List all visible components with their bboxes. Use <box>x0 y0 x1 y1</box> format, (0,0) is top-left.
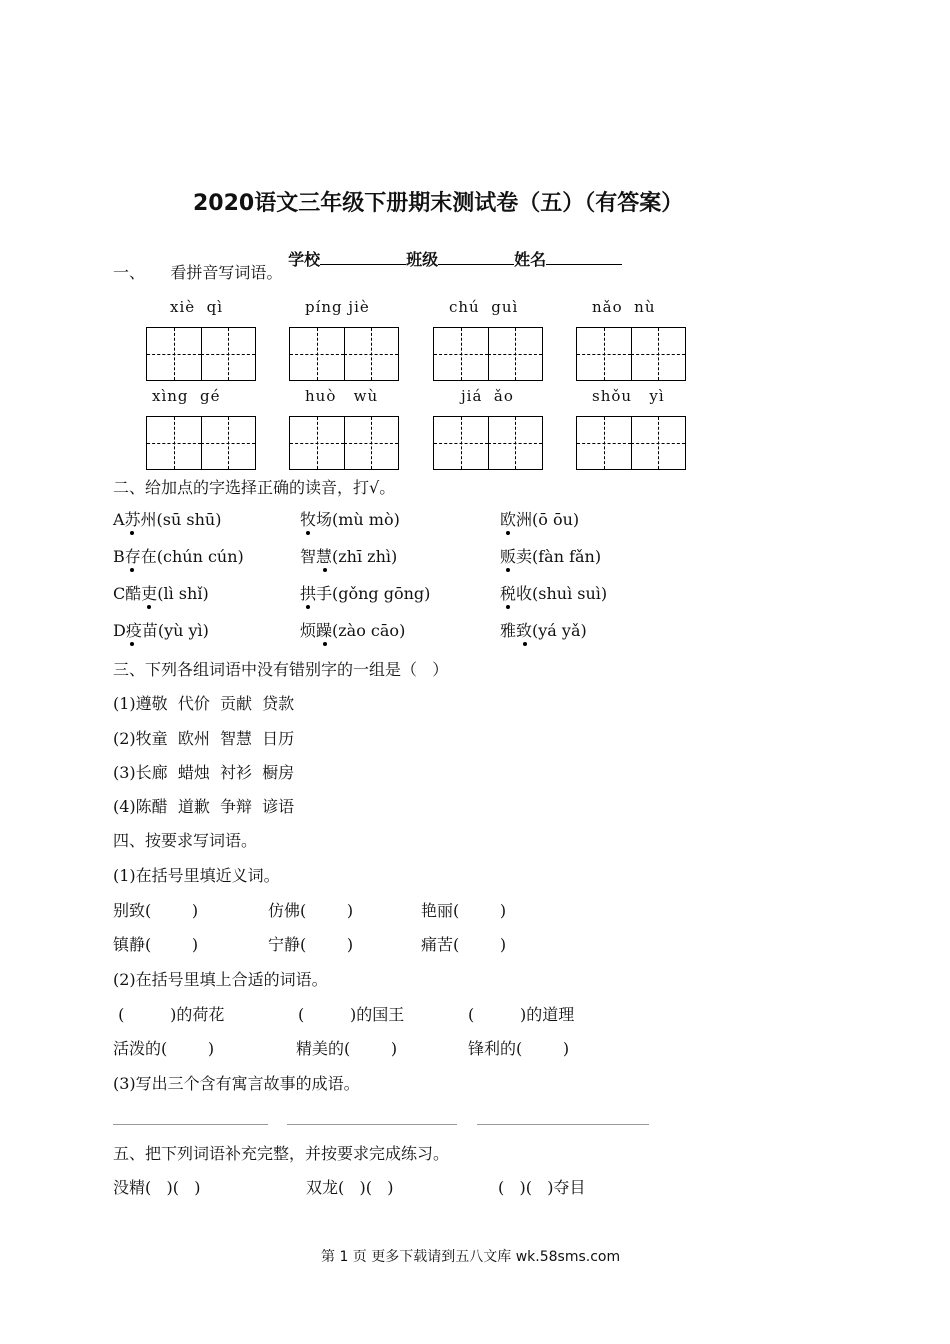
reading-option: 税收(shuì suì) <box>500 584 608 603</box>
name-blank[interactable] <box>546 248 622 265</box>
synonym-item[interactable]: 艳丽( ) <box>421 901 507 920</box>
emphasis-dot <box>306 531 310 535</box>
reading-option: 拱手(gǒng gōng) <box>300 584 431 603</box>
choice-item: (2)牧童 欧州 智慧 日历 <box>113 729 295 748</box>
emphasis-dot <box>130 642 134 646</box>
answer-line[interactable] <box>477 1124 649 1125</box>
idiom-item[interactable]: 双龙( )( ) <box>306 1178 394 1197</box>
synonym-item[interactable]: 宁静( ) <box>268 935 354 954</box>
synonym-item[interactable]: 镇静( ) <box>113 935 199 954</box>
writing-grid[interactable] <box>289 416 399 470</box>
synonym-item[interactable]: 仿佛( ) <box>268 901 354 920</box>
fill-item[interactable]: 锋利的( ) <box>468 1039 570 1058</box>
pinyin-1: xiè qì <box>170 298 224 316</box>
reading-option: 智慧(zhī zhì) <box>300 547 398 566</box>
reading-option: 贩卖(fàn fǎn) <box>500 547 602 566</box>
part-1-heading: (1)在括号里填近义词。 <box>113 866 280 885</box>
emphasis-dot <box>506 531 510 535</box>
emphasis-dot <box>130 531 134 535</box>
idiom-item[interactable]: 没精( )( ) <box>113 1178 201 1197</box>
section-5-heading: 五、把下列词语补充完整，并按要求完成练习。 <box>113 1144 450 1163</box>
page-footer: 第 1 页 更多下载请到五八文库 wk.58sms.com <box>321 1249 621 1265</box>
info-line <box>277 228 622 270</box>
emphasis-dot <box>506 605 510 609</box>
emphasis-dot <box>506 568 510 572</box>
answer-line[interactable] <box>287 1124 457 1125</box>
pinyin-5: xìng gé <box>152 387 221 405</box>
writing-grid[interactable] <box>146 327 256 381</box>
fill-item[interactable]: ( )的国王 <box>298 1005 405 1024</box>
fill-item[interactable]: 精美的( ) <box>296 1039 398 1058</box>
pinyin-6: huò wù <box>305 387 379 405</box>
fill-item[interactable]: ( )的道理 <box>468 1005 575 1024</box>
reading-option: 欧洲(ō ōu) <box>500 510 580 529</box>
reading-option: D疫苗(yù yì) <box>113 621 209 640</box>
class-label: 班级 <box>406 250 439 269</box>
choice-item: (3)长廊 蜡烛 衬衫 橱房 <box>113 763 295 782</box>
emphasis-dot <box>147 605 151 609</box>
pinyin-2: píng jiè <box>305 298 370 316</box>
choice-item: (4)陈醋 道歉 争辩 谚语 <box>113 797 295 816</box>
reading-option: C酷吏(lì shǐ) <box>113 584 209 603</box>
section-4-heading: 四、按要求写词语。 <box>113 831 258 850</box>
section-1-heading: 一、 看拼音写词语。 <box>113 263 283 282</box>
name-label: 姓名 <box>514 250 547 269</box>
answer-line[interactable] <box>113 1124 268 1125</box>
emphasis-dot <box>523 642 527 646</box>
school-label: 学校 <box>288 250 321 269</box>
reading-option: A苏州(sū shū) <box>113 510 222 529</box>
writing-grid[interactable] <box>576 327 686 381</box>
reading-option: 烦躁(zào cāo) <box>300 621 406 640</box>
page-title: 2020语文三年级下册期末测试卷（五）（有答案） <box>193 191 684 216</box>
reading-option: B存在(chún cún) <box>113 547 244 566</box>
synonym-item[interactable]: 别致( ) <box>113 901 199 920</box>
choice-item: (1)遵敬 代价 贡献 贷款 <box>113 694 295 713</box>
writing-grid[interactable] <box>289 327 399 381</box>
emphasis-dot <box>323 568 327 572</box>
reading-option: 雅致(yá yǎ) <box>500 621 587 640</box>
school-blank[interactable] <box>320 248 406 265</box>
pinyin-4: nǎo nù <box>592 298 656 316</box>
section-3-heading: 三、下列各组词语中没有错别字的一组是（ ） <box>113 660 449 679</box>
emphasis-dot <box>306 605 310 609</box>
pinyin-3: chú guì <box>449 298 519 316</box>
emphasis-dot <box>323 642 327 646</box>
section-2-heading: 二、给加点的字选择正确的读音，打√。 <box>113 478 396 497</box>
emphasis-dot <box>130 568 134 572</box>
fill-item[interactable]: 活泼的( ) <box>113 1039 215 1058</box>
writing-grid[interactable] <box>433 327 543 381</box>
writing-grid[interactable] <box>433 416 543 470</box>
pinyin-7: jiá ǎo <box>461 387 514 405</box>
synonym-item[interactable]: 痛苦( ) <box>421 935 507 954</box>
part-3-heading: (3)写出三个含有寓言故事的成语。 <box>113 1074 360 1093</box>
idiom-item[interactable]: ( )( )夺目 <box>498 1178 586 1197</box>
class-blank[interactable] <box>438 248 514 265</box>
fill-item[interactable]: ( )的荷花 <box>113 1005 225 1024</box>
reading-option: 牧场(mù mò) <box>300 510 400 529</box>
part-2-heading: (2)在括号里填上合适的词语。 <box>113 970 328 989</box>
writing-grid[interactable] <box>146 416 256 470</box>
writing-grid[interactable] <box>576 416 686 470</box>
pinyin-8: shǒu yì <box>592 387 665 405</box>
